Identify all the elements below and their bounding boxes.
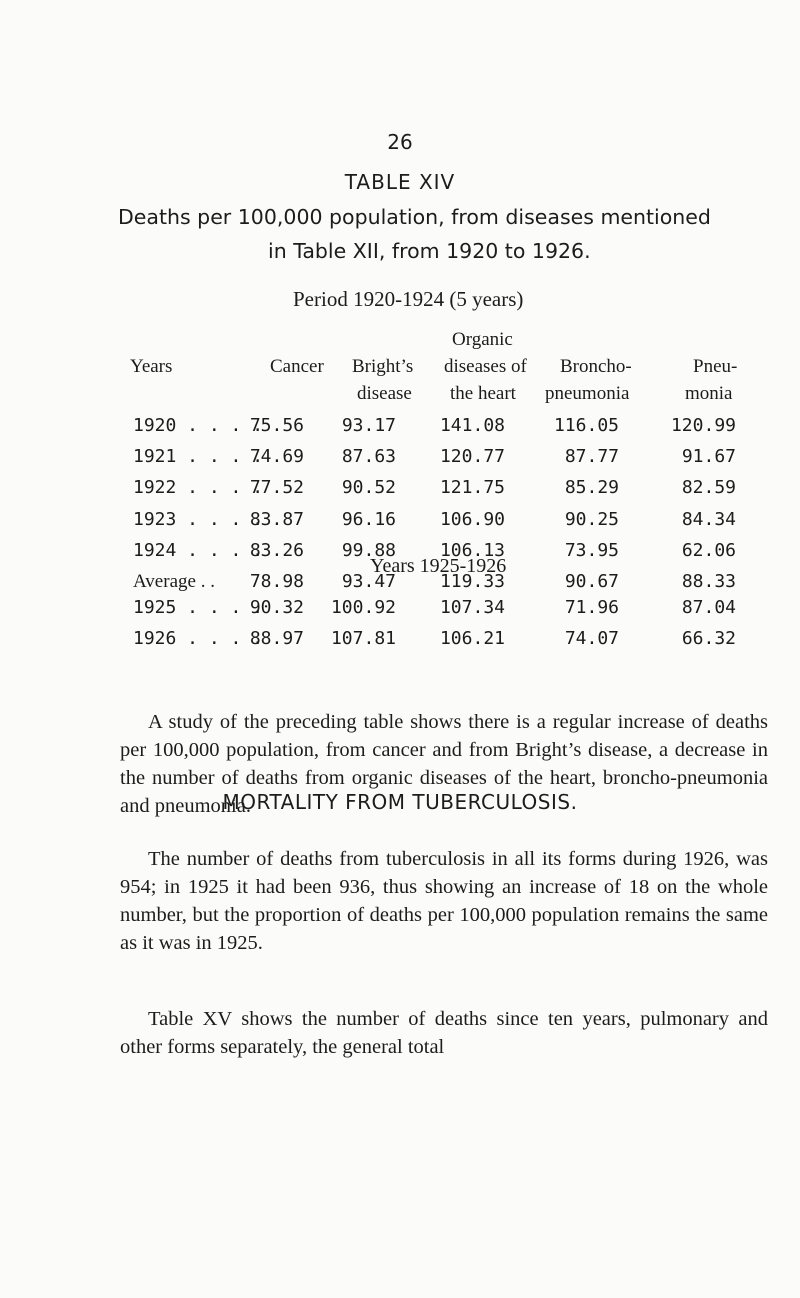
row-label: Average . . [133, 571, 215, 592]
row-label: 1922 . . . . [133, 477, 264, 499]
row-label: 1925 . . . . [133, 597, 264, 618]
table-cell: 90.52 [341, 477, 396, 499]
section-heading: MORTALITY FROM TUBERCULOSIS. [222, 790, 578, 814]
table-cell: 77.52 [249, 477, 304, 499]
table-cell: 88.97 [249, 628, 304, 649]
header-pneumonia-1: Pneu- [693, 356, 738, 377]
table-cell: 73.95 [564, 539, 619, 561]
table-cell: 90.67 [564, 571, 619, 592]
table-cell: 106.21 [439, 628, 505, 649]
table-cell: 90.25 [564, 508, 619, 530]
page-number: 26 [387, 130, 413, 154]
table-cell: 100.92 [330, 597, 396, 618]
table-title: TABLE XIV [344, 170, 456, 194]
paragraph-table-xv: Table XV shows the number of deaths since ten years, pulmonary and other forms separately, the general total [120, 1008, 768, 1058]
header-pneumonia-2: monia [685, 383, 733, 404]
header-brights-1: Bright’s [352, 356, 414, 377]
table-cell: 121.75 [439, 477, 505, 499]
row-label: 1924 . . . . [133, 539, 264, 561]
table-cell: 91.67 [681, 446, 736, 468]
header-organic-3: the heart [450, 383, 516, 404]
table-cell: 83.87 [249, 508, 304, 530]
caption-line-2: in Table XII, from 1920 to 1926. [268, 239, 591, 263]
table-cell: 93.17 [341, 415, 396, 436]
row-label: 1920 . . . . [133, 415, 264, 436]
header-broncho-1: Broncho- [560, 356, 632, 377]
header-organic-1: Organic [452, 329, 513, 350]
table-cell: 66.32 [681, 628, 736, 649]
table-cell: 107.34 [439, 597, 505, 618]
table-cell: 87.04 [681, 597, 736, 618]
row-label: 1926 . . . . [133, 628, 264, 649]
table-cell: 119.33 [439, 571, 505, 592]
table-cell: 120.77 [439, 446, 505, 468]
header-cancer: Cancer [270, 356, 324, 377]
header-brights-2: disease [357, 383, 412, 404]
table-cell: 106.90 [439, 508, 505, 530]
table-cell: 82.59 [681, 477, 736, 499]
header-broncho-2: pneumonia [545, 383, 630, 404]
table-cell: 116.05 [553, 415, 619, 436]
table-cell: 85.29 [564, 477, 619, 499]
table-cell: 74.07 [564, 628, 619, 649]
table-cell: 71.96 [564, 597, 619, 618]
table-caption [118, 200, 768, 268]
header-years: Years [130, 356, 173, 377]
caption-line-1: Deaths per 100,000 population, from diseases mentioned [118, 205, 711, 229]
paragraph-table-summary: A study of the preceding table shows there is a regular increase of deaths per 100,000 population, from cancer and from Bright’s disease, a decrease in the number of deaths from organic diseases of the heart, broncho-pneumonia and pneumonia. [120, 711, 768, 817]
table-cell: 74.69 [249, 446, 304, 468]
table-cell: 84.34 [681, 508, 736, 530]
table-cell: 88.33 [681, 571, 736, 592]
period2-heading: Years 1925-1926 [370, 555, 507, 577]
table-cell: 78.98 [249, 571, 304, 592]
header-organic-2: diseases of [444, 356, 527, 377]
table-cell: 93.47 [341, 571, 396, 592]
period-heading: Period 1920-1924 (5 years) [293, 287, 524, 311]
table-cell: 96.16 [341, 508, 396, 530]
table-cell: 87.77 [564, 446, 619, 468]
table-cell: 90.32 [249, 597, 304, 618]
table-cell: 83.26 [249, 539, 304, 561]
row-label: 1921 . . . . [133, 446, 264, 468]
table-cell: 107.81 [330, 628, 396, 649]
paragraph-tuberculosis: The number of deaths from tuberculosis in all its forms during 1926, was 954; in 1925 it had been 936, thus showing an increase of 18 on the whole number, but the proportion of deaths per 100,000 population remains the same as it was in 1925. [120, 848, 768, 954]
table-cell: 62.06 [681, 539, 736, 561]
table-cell: 106.13 [439, 539, 505, 561]
table-cell: 87.63 [341, 446, 396, 468]
row-label: 1923 . . . . [133, 508, 264, 530]
table-cell: 99.88 [341, 539, 396, 561]
table-cell: 141.08 [439, 415, 505, 436]
table-cell: 120.99 [670, 415, 736, 436]
table-cell: 75.56 [249, 415, 304, 436]
